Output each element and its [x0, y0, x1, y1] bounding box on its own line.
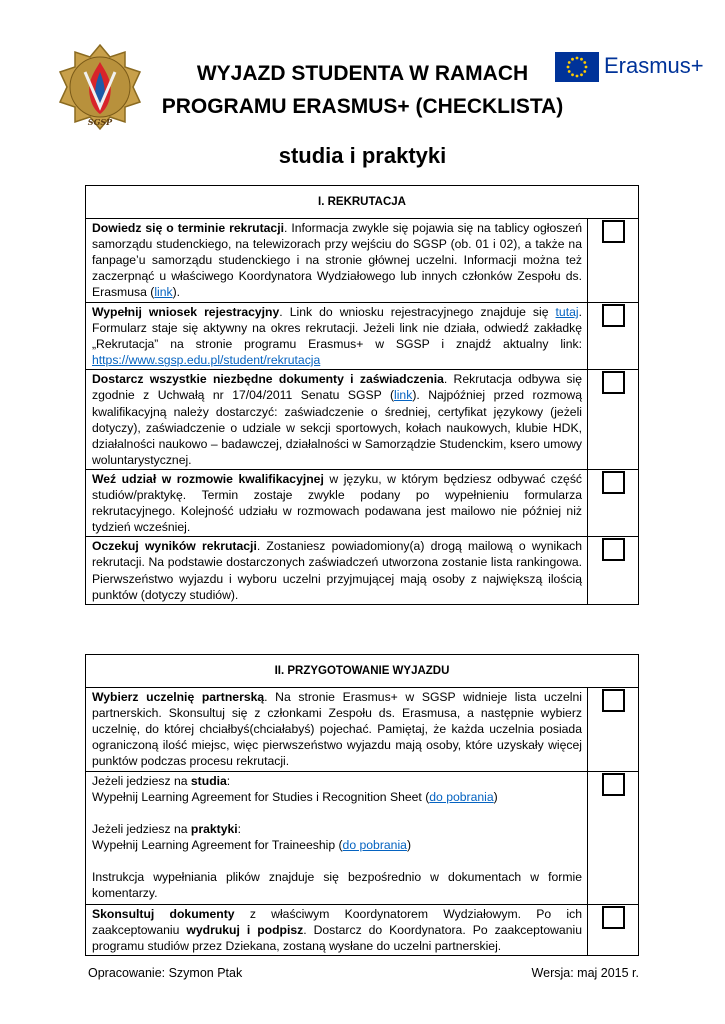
registration-form-link[interactable]: tutaj	[555, 305, 579, 319]
page-title-line2: PROGRAMU ERASMUS+ (CHECKLISTA)	[161, 95, 564, 118]
table-row	[86, 537, 639, 604]
table-row	[86, 370, 639, 470]
table-row	[86, 219, 639, 303]
task-learning-agreement: Jeżeli jedziesz na studia: Wypełnij Learning Agreement for Studies i Recognition Sheet (do pobrania) Jeżeli jedziesz na praktyki: Wypełnij Learning Agreement for Traineeship (do pobrania) Instrukcja wypełniania plików znajduje się bezpośrednio w dokumentach w formie komentarzy.	[86, 772, 588, 905]
section-heading-preparation: II. PRZYGOTOWANIE WYJAZDU	[86, 655, 639, 688]
checkbox[interactable]	[602, 538, 625, 561]
table-row	[86, 772, 639, 905]
task-partner-university: Wybierz uczelnię partnerską. Na stronie Erasmus+ w SGSP widnieje lista uczelni partnerskich. Skonsultuj się z członkami Zespołu ds. Erasmusa, a następnie wybierz uczelnię, do której chciałbyś(chciałabyś) pojechać. Pamiętaj, że każda uczelnia posiada ograniczoną ilość miejsc, więc pierwszeństwo wyjazdu mają osoby, które uzyskały więcej punktów podczas procesu rekrutacji.	[86, 688, 588, 772]
task-recruitment-date: Dowiedz się o terminie rekrutacji. Informacja zwykle się pojawia się na tablicy ogłoszeń samorządu studenckiego, na telewizorach przy wejściu do SGSP (ob. 01 i 02), a także na fanpage’u samorządu studenckiego i na stronie głównej uczelni. Informacji można też zaczerpnąć u właściwego Koordynatora Wydziałowego lub innych członków Zespołu ds. Erasmusa (link).	[86, 219, 588, 303]
page-title-line1: WYJAZD STUDENTA W RAMACH	[196, 62, 529, 85]
studies-download-link[interactable]: do pobrania	[429, 790, 494, 805]
resolution-link[interactable]: link	[394, 388, 413, 403]
recruitment-table	[85, 185, 639, 605]
checkbox[interactable]	[602, 304, 625, 327]
erasmus-label: Erasmus+	[604, 53, 704, 78]
checkbox[interactable]	[602, 220, 625, 243]
table-row	[86, 469, 639, 536]
section-heading-recruitment: I. REKRUTACJA	[86, 186, 639, 219]
traineeship-download-link[interactable]: do pobrania	[342, 838, 407, 853]
footer-version: Wersja: maj 2015 r.	[531, 966, 639, 980]
task-interview: Weź udział w rozmowie kwalifikacyjnej w języku, w którym będziesz odbywać część studiów/praktykę. Termin zostaje zwykle podany po wypełnieniu formularza rekrutacyjnego. Kolejność udziału w rozmowach podawana jest mailowo nie później niż tydzień wcześniej.	[86, 469, 588, 536]
recruitment-info-link[interactable]: link	[154, 285, 173, 300]
table-row	[86, 905, 639, 956]
checkbox[interactable]	[602, 371, 625, 394]
table-row	[86, 303, 639, 370]
checkbox[interactable]	[602, 773, 625, 796]
checkbox[interactable]	[602, 906, 625, 929]
logo-text: SGSP	[87, 117, 113, 127]
preparation-table	[85, 654, 639, 956]
task-documents: Dostarcz wszystkie niezbędne dokumenty i zaświadczenia. Rekrutacja odbywa się zgodnie z Uchwałą nr 17/04/2011 Senatu SGSP (link). Najpóźniej przed rozmową kwalifikacyjną należy dostarczyć: zaświadczenie o średniej, certyfikat językowy (jeżeli dotyczy), zaświadczenie o udziale w sekcji sportowych, kołach naukowych, klubie HDK, działalności naukowo – badawczej, działalności w Samorządzie Studenckim, ksero umowy woluntarystycznej.	[86, 370, 588, 470]
recruitment-url-link[interactable]: https://www.sgsp.edu.pl/student/rekrutacja	[92, 353, 321, 368]
task-consult-documents: Skonsultuj dokumenty z właściwym Koordynatorem Wydziałowym. Po ich zaakceptowaniu wydrukuj i podpisz. Dostarcz do Koordynatora. Po zaakceptowaniu programu studiów przez Dziekana, zostaną wysłane do uczelni partnerskiej.	[86, 905, 588, 956]
task-results: Oczekuj wyników rekrutacji. Zostaniesz powiadomiony(a) drogą mailową o wynikach rekrutacji. Na podstawie dostarczonych zaświadczeń utworzona zostanie lista rankingowa. Pierwszeństwo wyjazdu i wyboru uczelni przyjmującej mają osoby z największą ilością punktów (dotyczy studiów).	[86, 537, 588, 604]
footer-author: Opracowanie: Szymon Ptak	[88, 966, 243, 980]
checkbox[interactable]	[602, 689, 625, 712]
page-subtitle: studia i praktyki	[278, 143, 447, 168]
task-registration: Wypełnij wniosek rejestracyjny. Link do wniosku rejestracyjnego znajduje się tutaj. Formularz staje się aktywny na okres rekrutacji. Jeżeli link nie działa, odwiedź zakładkę „Rekrutacja” na stronie programu Erasmus+ w SGSP i znajdź aktualny link: https://www.sgsp.edu.pl/student/rekrutacja	[86, 303, 588, 370]
checkbox[interactable]	[602, 471, 625, 494]
table-row	[86, 688, 639, 772]
